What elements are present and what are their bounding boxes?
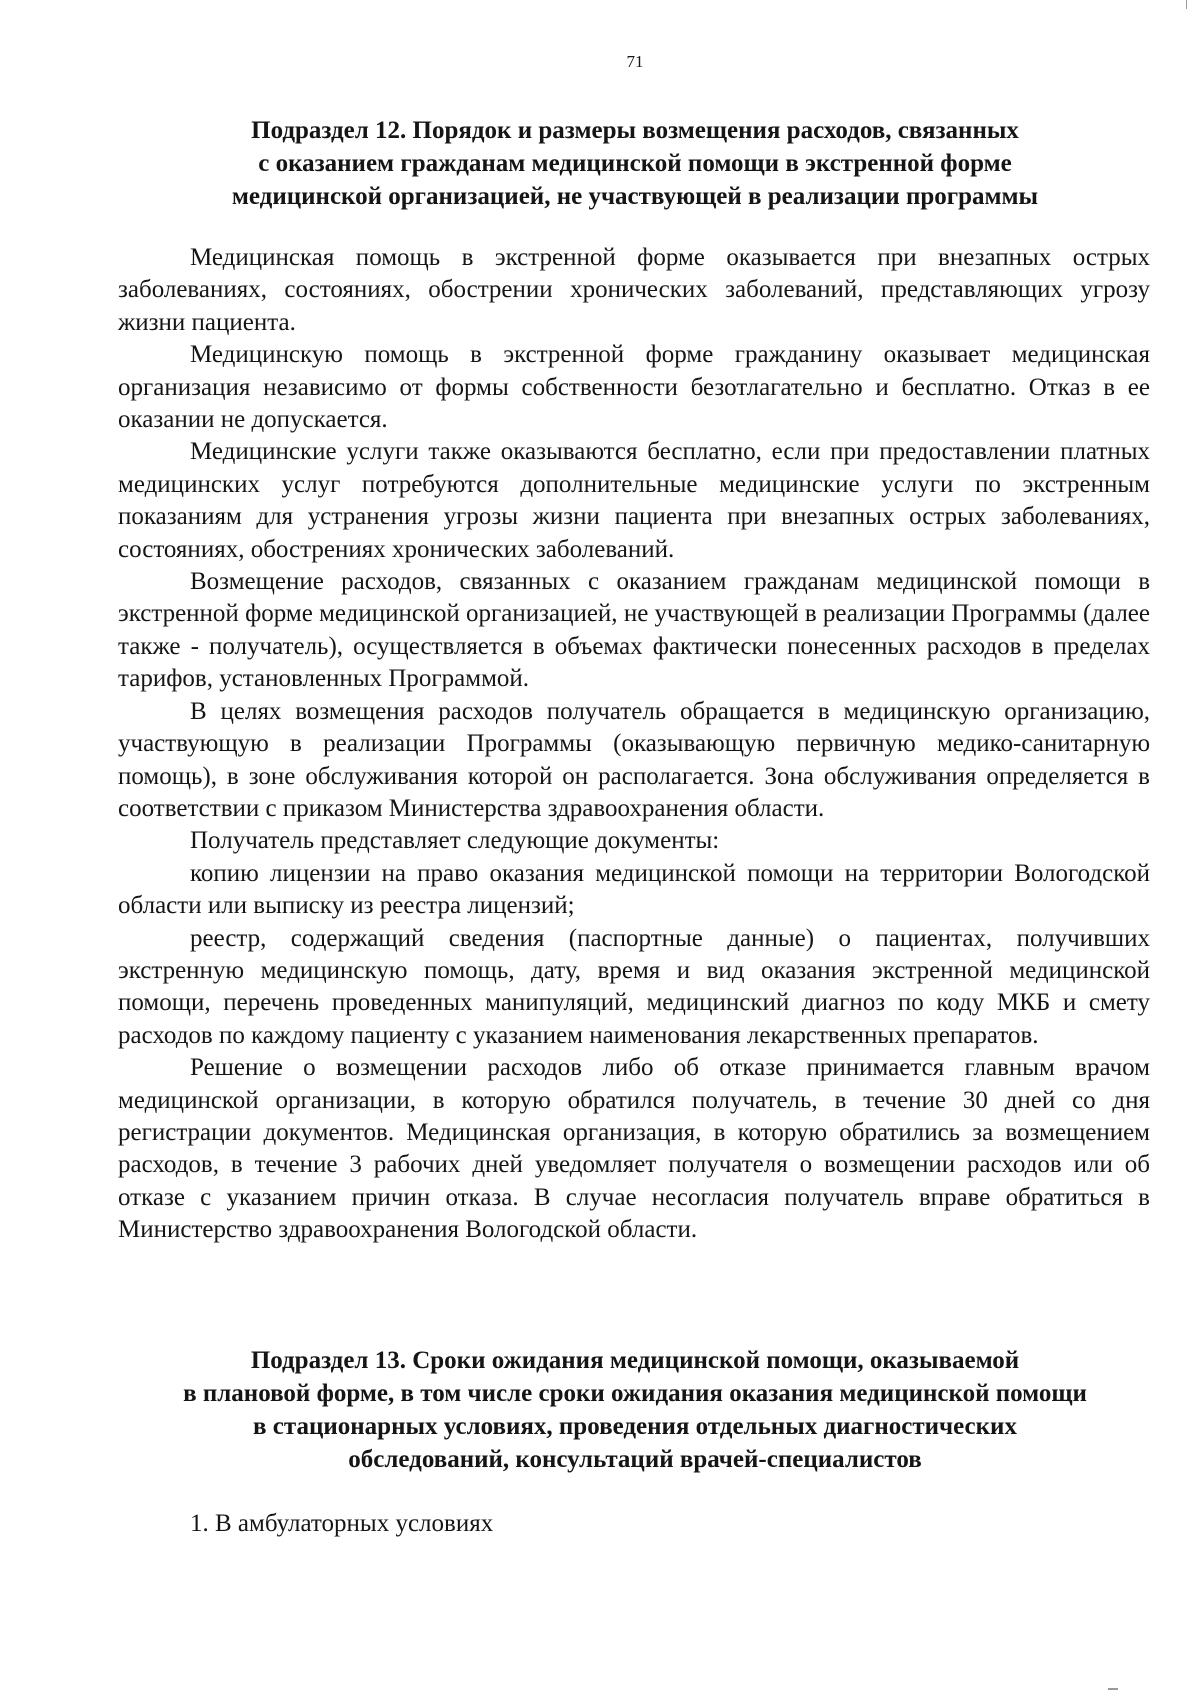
subsection-13-heading bbox=[80, 1344, 1190, 1476]
paragraph: Медицинская помощь в экстренной форме оказывается при внезапных острых заболеваниях, состояниях, обострении хронических заболеваний, представляющих угрозу жизни пациента. bbox=[118, 244, 1150, 336]
paragraph: Получатель представляет следующие документы: bbox=[190, 827, 720, 855]
heading-line: Подраздел 13. Сроки ожидания медицинской помощи, оказываемой bbox=[250, 1347, 1020, 1374]
heading-line: медицинской организацией, не участвующей в реализации программы bbox=[231, 183, 1039, 210]
scan-edge-mark-bottom bbox=[1108, 1688, 1118, 1690]
subsection-12-body bbox=[118, 242, 1150, 1247]
paragraph: В целях возмещения расходов получатель обращается в медицинскую организацию, участвующую в реализации Программы (оказывающую первичную медико-санитарную помощь), в зоне обслуживания которой он располагается. Зона обслуживания определяется в соответствии с приказом Министерства здравоохранения области. bbox=[118, 697, 1150, 822]
paragraph: копию лицензии на право оказания медицинской помощи на территории Вологодской области или выписку из реестра лицензий; bbox=[118, 859, 1150, 920]
heading-line: Подраздел 12. Порядок и размеры возмещения расходов, связанных bbox=[251, 117, 1019, 144]
heading-line: с оказанием гражданам медицинской помощи в экстренной форме bbox=[258, 150, 1012, 177]
paragraph: Медицинские услуги также оказываются бесплатно, если при предоставлении платных медицинских услуг потребуются дополнительные медицинские услуги по экстренным показаниям для устранения угрозы жизни пациента при внезапных острых заболеваниях, состояниях, обострениях хронических заболеваний. bbox=[118, 438, 1150, 563]
paragraph: реестр, содержащий сведения (паспортные данные) о пациентах, получивших экстренную медицинскую помощь, дату, время и вид оказания экстренной медицинской помощи, перечень проведенных манипуляций, медицинский диагноз по коду МКБ и смету расходов по каждому пациенту с указанием наименования лекарственных препаратов. bbox=[118, 924, 1150, 1049]
heading-line: в плановой форме, в том числе сроки ожидания оказания медицинской помощи bbox=[183, 1380, 1087, 1407]
paragraph: Решение о возмещении расходов либо об отказе принимается главным врачом медицинской организации, в которую обратился получатель, в течение 30 дней со дня регистрации документов. Медицинская организация, в которую обратились за возмещением расходов, в течение 3 рабочих дней уведомляет получателя о возмещении расходов или об отказе с указанием причин отказа. В случае несогласия получатель вправе обратиться в Министерство здравоохранения Вологодской области. bbox=[118, 1054, 1150, 1244]
heading-line: в стационарных условиях, проведения отдельных диагностических bbox=[253, 1413, 1017, 1440]
heading-line: обследований, консультаций врачей-специалистов bbox=[348, 1446, 922, 1473]
paragraph: Медицинскую помощь в экстренной форме гражданину оказывает медицинская организация независимо от формы собственности безотлагательно и бесплатно. Отказ в ее оказании не допускается. bbox=[118, 341, 1150, 434]
list-item-outpatient: 1. В амбулаторных условиях bbox=[190, 1510, 494, 1537]
page-number: 71 bbox=[626, 52, 644, 71]
scan-edge-mark-top bbox=[1186, 0, 1187, 9]
subsection-12-heading bbox=[80, 114, 1190, 213]
paragraph: Возмещение расходов, связанных с оказанием гражданам медицинской помощи в экстренной форме медицинской организацией, не участвующей в реализации Программы (далее также - получатель), осуществляется в объемах фактически понесенных расходов в пределах тарифов, установленных Программой. bbox=[118, 568, 1150, 693]
